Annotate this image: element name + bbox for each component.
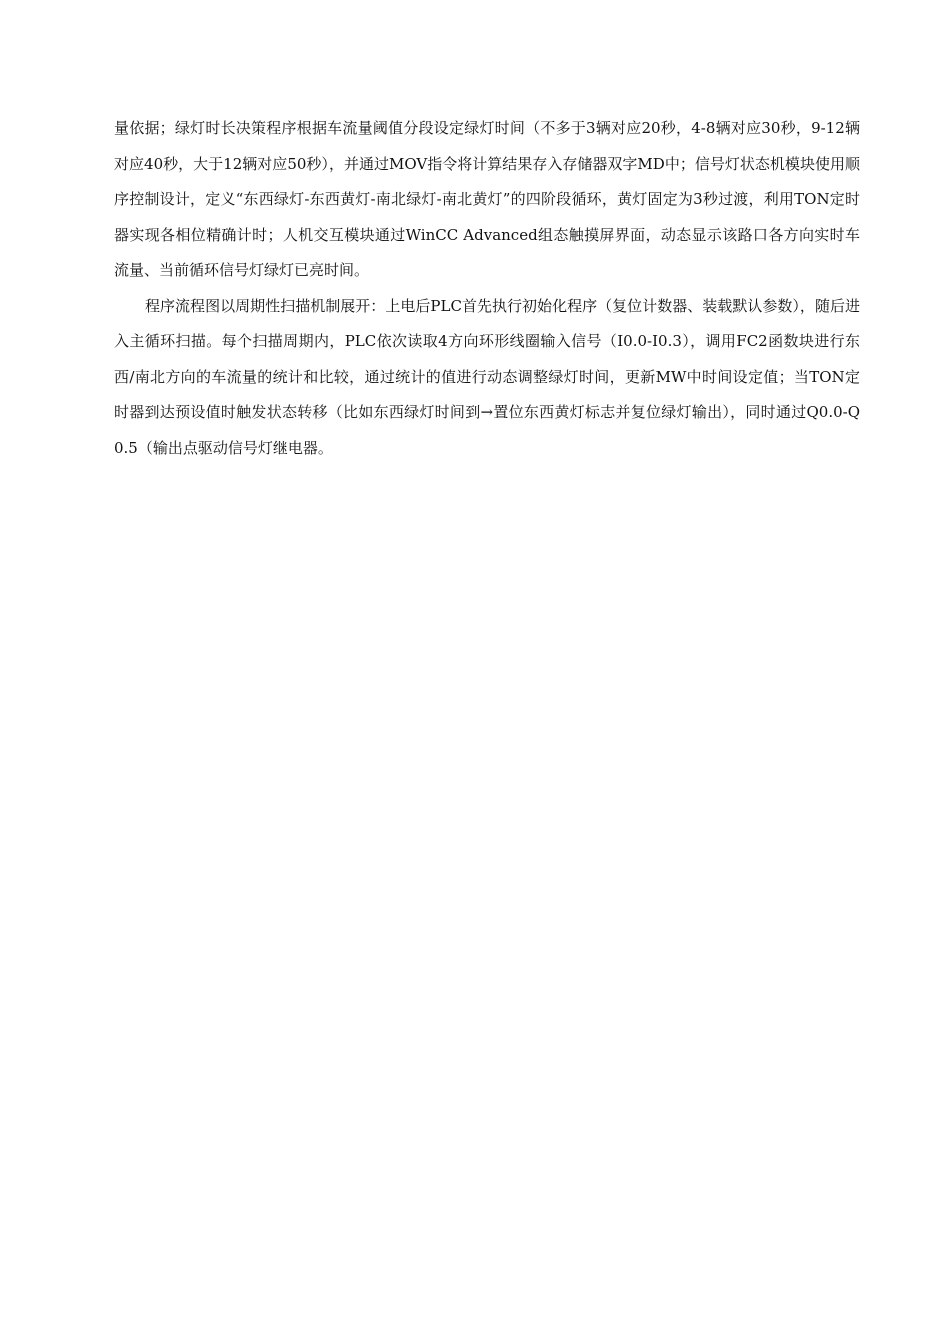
document-body: [114, 111, 860, 466]
paragraph-program-flowchart: 程序流程图以周期性扫描机制展开：上电后PLC首先执行初始化程序（复位计数器、装载默认参数），随后进入主循环扫描。每个扫描周期内，PLC依次读取4方向环形线圈输入信号（I0.0-I0.3），调用FC2函数块进行东西/南北方向的车流量的统计和比较，通过统计的值进行动态调整绿灯时间，更新MW中时间设定值；当TON定时器到达预设值时触发状态转移（比如东西绿灯时间到→置位东西黄灯标志并复位绿灯输出），同时通过Q0.0-Q0.5（输出点驱动信号灯继电器。: [114, 296, 860, 457]
paragraph-continuation: 量依据；绿灯时长决策程序根据车流量阈值分段设定绿灯时间（不多于3辆对应20秒，4-8辆对应30秒，9-12辆对应40秒，大于12辆对应50秒），并通过MOV指令将计算结果存入存储器双字MD中；信号灯状态机模块使用顺序控制设计，定义“东西绿灯-东西黄灯-南北绿灯-南北黄灯”的四阶段循环，黄灯固定为3秒过渡，利用TON定时器实现各相位精确计时；人机交互模块通过WinCC Advanced组态触摸屏界面，动态显示该路口各方向实时车流量、当前循环信号灯绿灯已亮时间。: [114, 119, 860, 279]
